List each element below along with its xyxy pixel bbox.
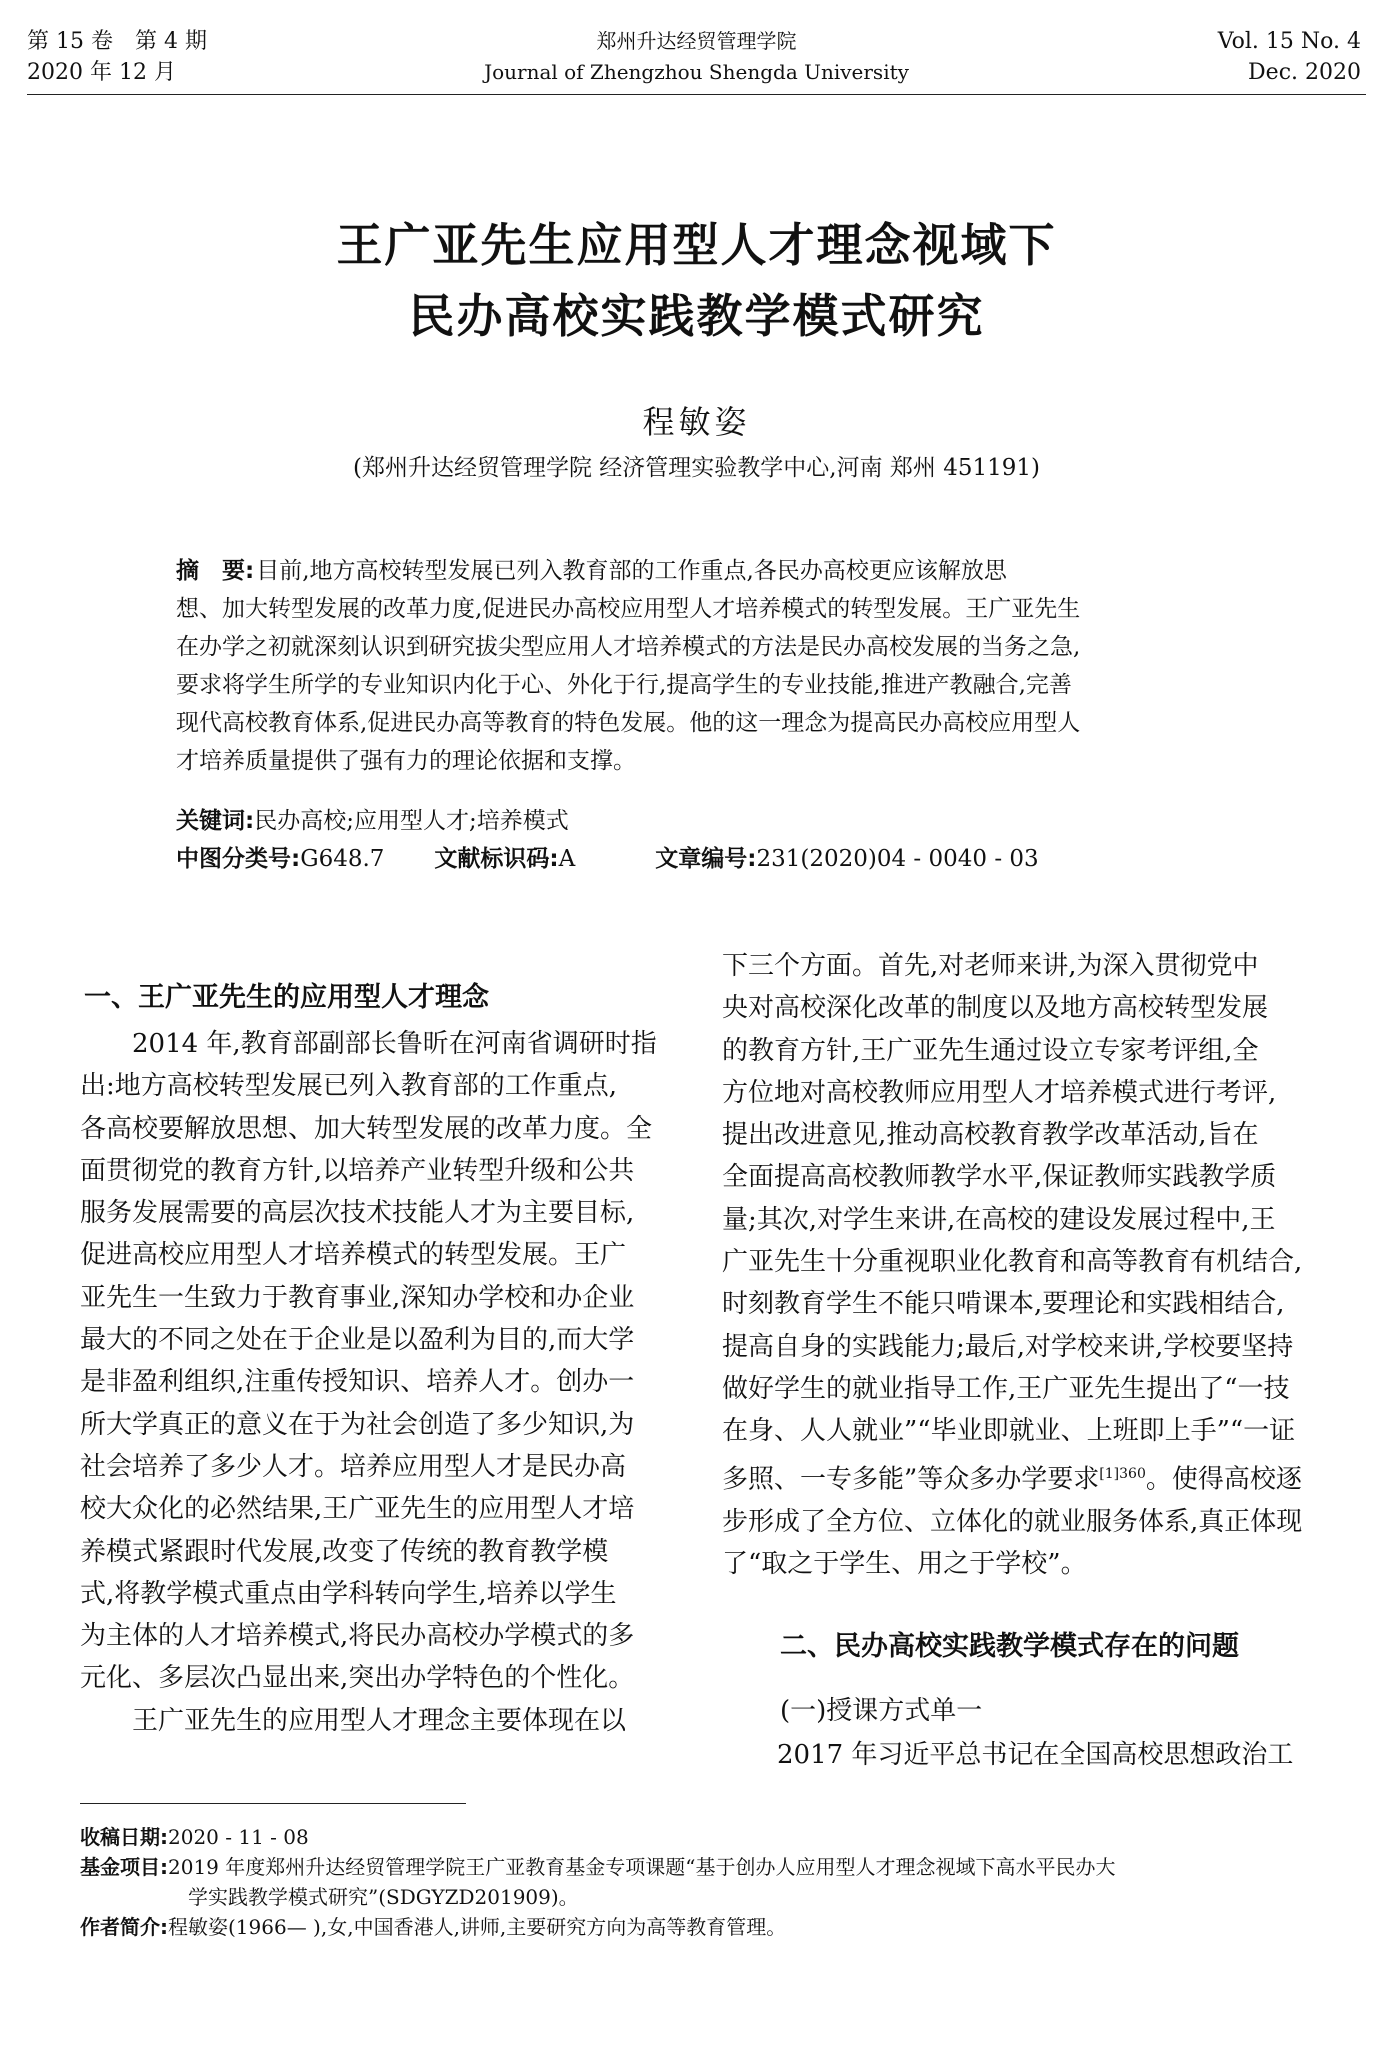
keywords-label: 关键词: — [176, 808, 255, 834]
body-line-with-citation — [722, 1453, 1362, 1501]
paper-title-line1: 王广亚先生应用型人才理念视域下 — [336, 218, 1057, 272]
body-line: 面贯彻党的教育方针,以培养产业转型升级和公共 — [80, 1155, 635, 1186]
paper-title-line2: 民办高校实践教学模式研究 — [408, 289, 985, 343]
article-number-value: 231(2020)04 - 0040 - 03 — [756, 846, 1039, 872]
body-line: 下三个方面。首先,对老师来讲,为深入贯彻党中 — [722, 951, 1259, 981]
issue-date-en: Dec. 2020 — [1248, 60, 1361, 85]
issue-date: 2020 年 12 月 — [27, 60, 176, 85]
body-line: 2017 年习近平总书记在全国高校思想政治工 — [777, 1740, 1294, 1770]
right-column-body — [722, 945, 1362, 1585]
abstract-line: 现代高校教育体系,促进民办高等教育的特色发展。他的这一理念为提高民办高校应用型人 — [176, 710, 1081, 736]
body-line: 广亚先生十分重视职业化教育和高等教育有机结合, — [722, 1247, 1303, 1278]
volume-issue-en: Vol. 15 No. 4 — [1217, 29, 1361, 54]
abstract-line: 想、加大转型发展的改革力度,促进民办高校应用型人才培养模式的转型发展。王广亚先生 — [176, 596, 1081, 622]
paper-title — [0, 210, 1393, 352]
abstract-line: 在办学之初就深刻认识到研究拔尖型应用人才培养模式的方法是民办高校发展的当务之急, — [176, 634, 1081, 660]
body-line: 社会培养了多少人才。培养应用型人才是民办高 — [80, 1451, 627, 1482]
body-line: 王广亚先生的应用型人才理念主要体现在以 — [80, 1705, 627, 1736]
section-heading-2: 二、民办高校实践教学模式存在的问题 — [780, 1631, 1239, 1662]
journal-issue-info-en — [1218, 26, 1361, 88]
received-date — [80, 1822, 1370, 1852]
body-line: 全面提高高校教师教学水平,保证教师实践教学质 — [722, 1162, 1277, 1193]
body-line: 为主体的人才培养模式,将民办高校办学模式的多 — [80, 1621, 635, 1652]
author-bio — [80, 1912, 1370, 1942]
body-line: 时刻教育学生不能只啃课本,要理论和实践相结合, — [722, 1289, 1285, 1320]
body-text: 多照、一专多能”等众多办学要求 — [722, 1464, 1100, 1495]
received-value: 2020 - 11 - 08 — [168, 1825, 309, 1849]
abstract-line: 目前,地方高校转型发展已列入教育部的工作重点,各民办高校更应该解放思 — [256, 558, 1007, 584]
body-line: 促进高校应用型人才培养模式的转型发展。王广 — [80, 1240, 627, 1271]
received-label: 收稿日期: — [80, 1825, 168, 1849]
body-line: 式,将教学模式重点由学科转向学生,培养以学生 — [80, 1578, 617, 1609]
clc-label: 中图分类号: — [176, 846, 301, 872]
footnote-rule — [80, 1803, 466, 1804]
doc-code-label: 文献标识码: — [434, 846, 559, 872]
header-rule — [27, 94, 1366, 95]
body-line: 出:地方高校转型发展已列入教育部的工作重点, — [80, 1071, 618, 1102]
article-number-label: 文章编号: — [655, 846, 757, 872]
body-line: 的教育方针,王广亚先生通过设立专家考评组,全 — [722, 1035, 1259, 1066]
keywords-and-classification — [176, 802, 1039, 878]
body-line: 央对高校深化改革的制度以及地方高校转型发展 — [722, 993, 1269, 1024]
classification-row — [176, 840, 1039, 878]
body-line: 提出改进意见,推动高校教育教学改革活动,旨在 — [722, 1120, 1259, 1151]
section2-body — [777, 1734, 1293, 1776]
body-line: 亚先生一生致力于教育事业,深知办学校和办企业 — [80, 1282, 635, 1313]
body-line: 方位地对高校教师应用型人才培养模式进行考评, — [722, 1077, 1277, 1108]
clc-value: G648.7 — [300, 846, 385, 872]
body-line: 是非盈利组织,注重传授知识、培养人才。创办一 — [80, 1367, 635, 1398]
body-line: 了“取之于学生、用之于学校”。 — [722, 1548, 1087, 1579]
abstract-label: 摘 要: — [176, 558, 255, 584]
journal-name — [0, 26, 1393, 88]
keywords-value: 民办高校;应用型人才;培养模式 — [254, 808, 569, 834]
body-line: 最大的不同之处在于企业是以盈利为目的,而大学 — [80, 1325, 635, 1356]
body-line: 在身、人人就业”“毕业即就业、上班即上手”“一证 — [722, 1416, 1296, 1447]
abstract-line: 要求将学生所学的专业知识内化于心、外化于行,提高学生的专业技能,推进产教融合,完善 — [176, 672, 1072, 698]
journal-name-en: Journal of Zhengzhou Shengda University — [484, 60, 909, 84]
body-line: 步形成了全方位、立体化的就业服务体系,真正体现 — [722, 1506, 1303, 1537]
abstract-line: 才培养质量提供了强有力的理论依据和支撑。 — [176, 748, 636, 774]
fund-value-continued: 学实践教学模式研究”(SDGYZD201909)。 — [188, 1885, 579, 1909]
subsection-heading-1: (一)授课方式单一 — [780, 1696, 983, 1726]
journal-name-cn: 郑州升达经贸管理学院 — [596, 29, 797, 53]
fund-label: 基金项目: — [80, 1855, 168, 1879]
body-line: 所大学真正的意义在于为社会创造了多少知识,为 — [80, 1409, 635, 1440]
fund-value: 2019 年度郑州升达经贸管理学院王广亚教育基金专项课题“基于创办人应用型人才理念视域下高水平民办大 — [168, 1855, 1116, 1879]
author-affiliation: (郑州升达经贸管理学院 经济管理实验教学中心,河南 郑州 451191) — [353, 455, 1040, 481]
bio-label: 作者简介: — [80, 1915, 168, 1939]
citation-ref[interactable]: [1]360 — [1099, 1465, 1146, 1482]
body-line: 服务发展需要的高层次技术技能人才为主要目标, — [80, 1198, 635, 1229]
footnotes — [80, 1822, 1370, 1942]
doc-code-value: A — [558, 846, 576, 872]
body-line: 养模式紧跟时代发展,改变了传统的教育教学模 — [80, 1536, 609, 1567]
body-line: 校大众化的必然结果,王广亚先生的应用型人才培 — [80, 1494, 635, 1525]
author-name: 程敏姿 — [642, 403, 751, 441]
section-heading-1: 一、王广亚先生的应用型人才理念 — [84, 982, 489, 1013]
body-line: 元化、多层次凸显出来,突出办学特色的个性化。 — [80, 1663, 635, 1694]
body-line: 提高自身的实践能力;最后,对学校来讲,学校要坚持 — [722, 1331, 1294, 1362]
body-line: 各高校要解放思想、加大转型发展的改革力度。全 — [80, 1113, 653, 1144]
left-column-body — [80, 1023, 662, 1742]
keywords — [176, 802, 1039, 840]
body-line: 量;其次,对学生来讲,在高校的建设发展过程中,王 — [722, 1204, 1276, 1235]
bio-value: 程敏姿(1966— ),女,中国香港人,讲师,主要研究方向为高等教育管理。 — [168, 1915, 787, 1939]
body-line: 2014 年,教育部副部长鲁昕在河南省调研时指 — [80, 1029, 657, 1059]
body-text: 。使得高校逐 — [1145, 1464, 1302, 1495]
fund-project — [80, 1852, 1370, 1882]
abstract — [176, 552, 1256, 780]
volume-issue: 第 15 卷 第 4 期 — [27, 29, 207, 54]
body-line: 做好学生的就业指导工作,王广亚先生提出了“一技 — [722, 1373, 1290, 1404]
